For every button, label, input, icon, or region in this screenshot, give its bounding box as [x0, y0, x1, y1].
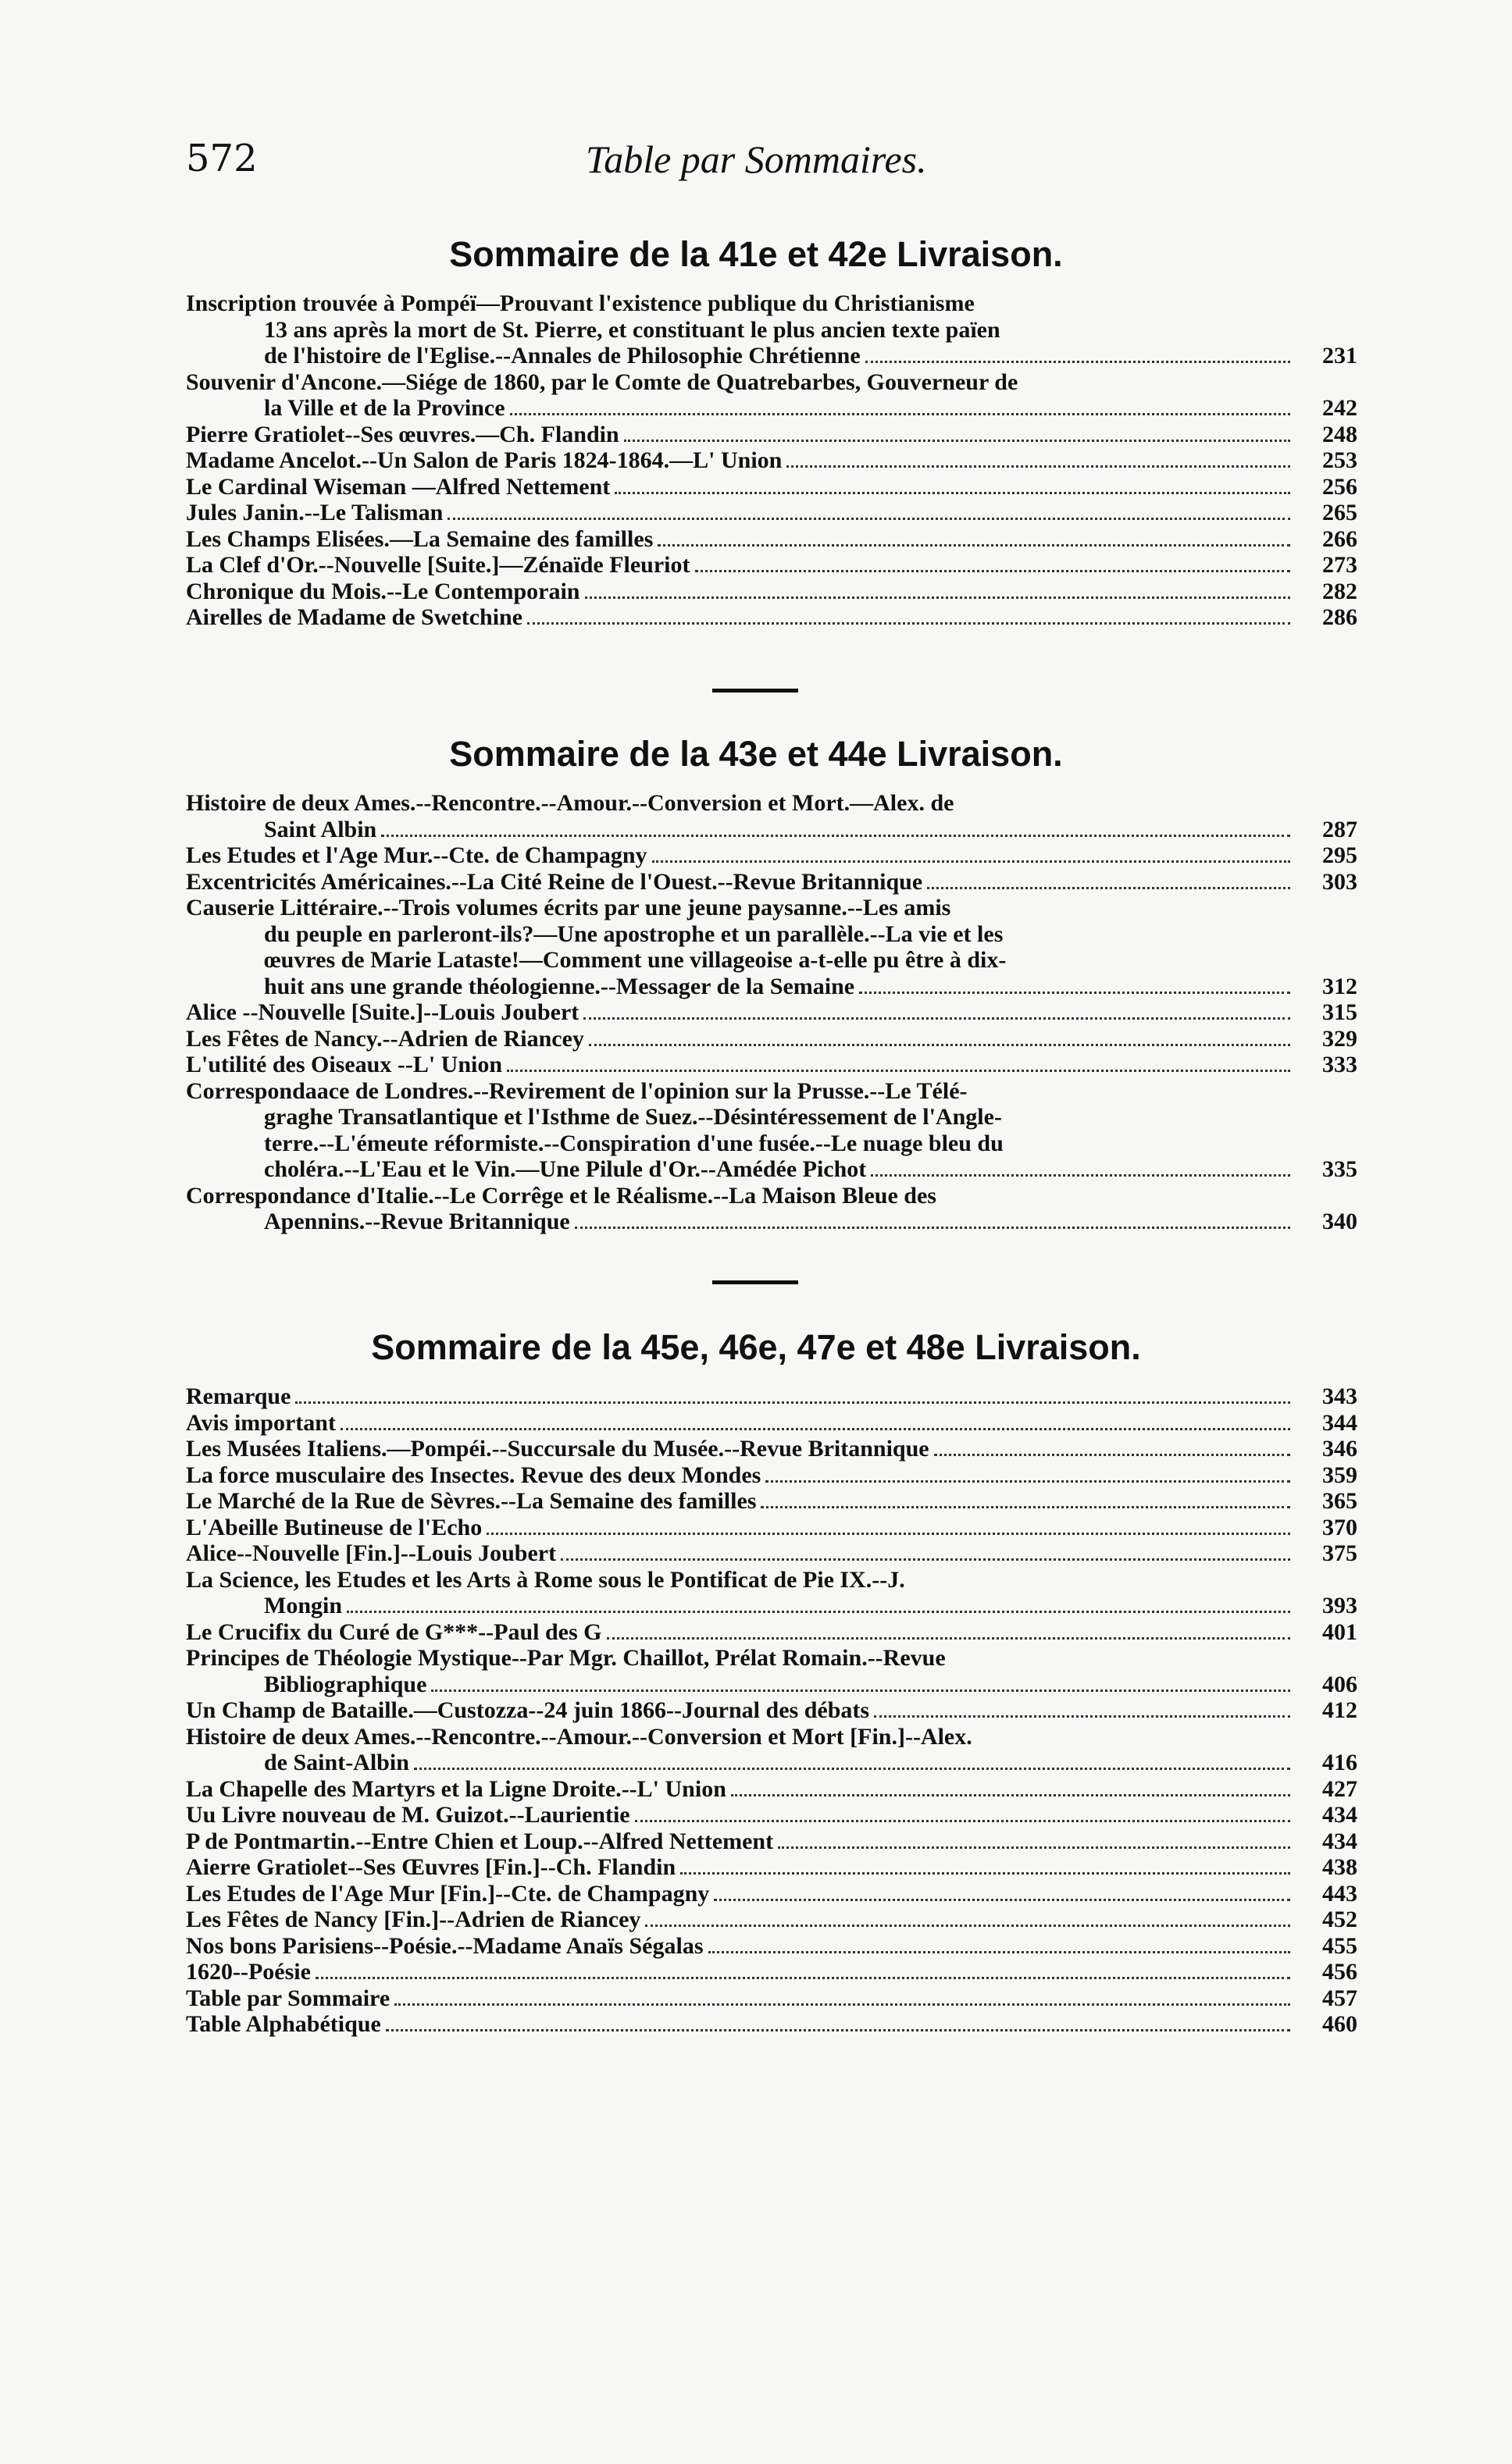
section-43-44-entries — [186, 790, 1357, 1235]
page-reference: 344 — [1322, 1409, 1357, 1436]
entry-line: Causerie Littéraire.--Trois volumes écrits par une jeune paysanne.--Les amis — [186, 895, 951, 920]
page-reference: 443 — [1322, 1880, 1357, 1907]
entry-line: graghe Transatlantique et l'Isthme de Suez.--Désintéressement de l'Angle- — [264, 1104, 1002, 1130]
page-reference: 412 — [1322, 1697, 1357, 1723]
entry-line: Les Champs Elisées.—La Semaine des familles — [186, 525, 654, 552]
toc-entry — [186, 422, 1357, 448]
toc-entry — [186, 290, 1357, 369]
page-reference: 370 — [1322, 1514, 1357, 1540]
page-reference: 295 — [1322, 842, 1357, 868]
page-reference: 335 — [1322, 1156, 1357, 1182]
dot-leader — [561, 1558, 1290, 1561]
section-41-42 — [0, 234, 1512, 275]
dot-leader — [934, 1454, 1290, 1456]
entry-line: La Clef d'Or.--Nouvelle [Suite.]—Zénaïde Fleuriot — [186, 552, 690, 578]
dot-leader — [381, 835, 1290, 837]
toc-entry — [186, 1052, 1357, 1078]
entry-line: Apennins.--Revue Britannique — [264, 1209, 570, 1234]
toc-entry — [186, 2011, 1357, 2038]
page-reference: 273 — [1322, 552, 1357, 578]
entry-line: Uu Livre nouveau de M. Guizot.--Laurientie — [186, 1802, 630, 1828]
dot-leader — [874, 1715, 1290, 1718]
dot-leader — [527, 622, 1290, 625]
toc-entry — [186, 1383, 1357, 1410]
dot-leader — [731, 1794, 1290, 1796]
dot-leader — [658, 544, 1290, 547]
entry-line: Table par Sommaire — [186, 1985, 390, 2011]
page-reference: 401 — [1322, 1618, 1357, 1645]
entry-line: Le Marché de la Rue de Sèvres.--La Semaine des familles — [186, 1488, 757, 1514]
entry-line: huit ans une grande théologienne.--Messager de la Semaine — [264, 973, 855, 999]
toc-entry — [186, 447, 1357, 474]
toc-entry — [186, 1540, 1357, 1567]
dot-leader — [295, 1401, 1290, 1404]
toc-entry — [186, 1645, 1357, 1697]
toc-entry — [186, 1985, 1357, 2012]
toc-entry — [186, 869, 1357, 896]
page-reference: 315 — [1322, 999, 1357, 1025]
dot-leader — [708, 1951, 1291, 1953]
entry-line: 1620--Poésie — [186, 1959, 311, 1985]
toc-entry — [186, 369, 1357, 422]
dot-leader — [645, 1925, 1290, 1927]
page-reference: 460 — [1322, 2011, 1357, 2037]
toc-entry — [186, 1436, 1357, 1462]
page-reference: 265 — [1322, 500, 1357, 525]
dot-leader — [414, 1768, 1290, 1770]
page-reference: 406 — [1322, 1671, 1357, 1697]
toc-entry — [186, 999, 1357, 1026]
dot-leader — [695, 570, 1291, 572]
entry-line: choléra.--L'Eau et le Vin.—Une Pilule d'Or.--Amédée Pichot — [264, 1156, 867, 1182]
section-43-44 — [0, 734, 1512, 774]
entry-line: L'utilité des Oiseaux --L' Union — [186, 1052, 503, 1077]
toc-entry — [186, 1933, 1357, 1960]
entry-line: Madame Ancelot.--Un Salon de Paris 1824-1864.—L' Union — [186, 447, 783, 473]
dot-leader — [386, 2029, 1290, 2031]
toc-entry — [186, 552, 1357, 579]
section-title: Sommaire de la 43e et 44e Livraison. — [449, 734, 1063, 774]
page-reference: 343 — [1322, 1383, 1357, 1409]
page-reference: 359 — [1322, 1462, 1357, 1488]
entry-line: Les Etudes de l'Age Mur [Fin.]--Cte. de Champagny — [186, 1880, 710, 1907]
entry-line: 13 ans après la mort de St. Pierre, et constituant le plus ancien texte païen — [264, 316, 1000, 343]
entry-line: Le Crucifix du Curé de G***--Paul des G — [186, 1618, 602, 1645]
entry-line: Alice --Nouvelle [Suite.]--Louis Joubert — [186, 999, 579, 1025]
page-reference: 438 — [1322, 1854, 1357, 1880]
toc-entry — [186, 579, 1357, 605]
dot-leader — [431, 1690, 1290, 1692]
toc-entry — [186, 1078, 1357, 1183]
toc-entry — [186, 1697, 1357, 1724]
entry-line: Avis important — [186, 1409, 336, 1436]
entry-line: Alice--Nouvelle [Fin.]--Louis Joubert — [186, 1540, 557, 1566]
toc-entry — [186, 1881, 1357, 1907]
dot-leader — [652, 860, 1290, 863]
entry-line: Bibliographique — [264, 1671, 427, 1697]
entry-line: La Chapelle des Martyrs et la Ligne Droite.--L' Union — [186, 1775, 726, 1802]
dot-leader — [865, 361, 1290, 363]
dot-leader — [607, 1637, 1291, 1640]
dot-leader — [487, 1533, 1290, 1535]
toc-entry — [186, 1183, 1357, 1235]
entry-line: Saint Albin — [264, 816, 377, 842]
dot-leader — [585, 596, 1291, 599]
dot-leader — [615, 492, 1290, 494]
entry-line: Les Fêtes de Nancy [Fin.]--Adrien de Riancey — [186, 1907, 641, 1932]
dot-leader — [624, 440, 1290, 442]
page-reference: 333 — [1322, 1052, 1357, 1077]
entry-line: œuvres de Marie Lataste!—Comment une villageoise a-t-elle pu être à dix- — [264, 947, 1007, 973]
section-45-48-entries — [186, 1383, 1357, 2038]
section-41-42-entries — [186, 290, 1357, 631]
toc-entry — [186, 526, 1357, 553]
toc-entry — [186, 1854, 1357, 1881]
toc-entry — [186, 1515, 1357, 1541]
entry-line: du peuple en parleront-ils?—Une apostrophe et un parallèle.--La vie et les — [264, 920, 1004, 947]
entry-line: Les Etudes et l'Age Mur.--Cte. de Champagny — [186, 842, 647, 868]
entry-line: Pierre Gratiolet--Ses œuvres.—Ch. Flandin — [186, 421, 619, 447]
toc-entry — [186, 1724, 1357, 1776]
entry-line: Les Musées Italiens.—Pompéi.--Succursale du Musée.--Revue Britannique — [186, 1436, 929, 1462]
toc-entry — [186, 1776, 1357, 1803]
page-reference: 329 — [1322, 1025, 1357, 1052]
entry-line: Le Cardinal Wiseman —Alfred Nettement — [186, 473, 611, 500]
dot-leader — [575, 1227, 1290, 1229]
page-reference: 365 — [1322, 1488, 1357, 1514]
section-title: Sommaire de la 41e et 42e Livraison. — [449, 234, 1063, 274]
entry-line: Les Fêtes de Nancy.--Adrien de Riancey — [186, 1025, 584, 1052]
dot-leader — [761, 1506, 1290, 1508]
entry-line: Chronique du Mois.--Le Contemporain — [186, 578, 580, 604]
toc-entry — [186, 1959, 1357, 1985]
page-reference: 393 — [1322, 1593, 1357, 1618]
page-reference: 256 — [1322, 473, 1357, 500]
page-reference: 427 — [1322, 1775, 1357, 1802]
dot-leader — [680, 1872, 1290, 1875]
toc-entry — [186, 1567, 1357, 1619]
page-reference: 253 — [1322, 447, 1357, 473]
dot-leader — [927, 887, 1290, 889]
entry-line: La Science, les Etudes et les Arts à Rome sous le Pontificat de Pie IX.--J. — [186, 1566, 905, 1593]
page-reference: 340 — [1322, 1209, 1357, 1234]
dot-leader — [341, 1428, 1290, 1430]
toc-entry — [186, 1462, 1357, 1489]
entry-line: Remarque — [186, 1383, 291, 1409]
page-reference: 455 — [1322, 1932, 1357, 1959]
entry-line: de Saint-Albin — [264, 1750, 409, 1775]
entry-line: Histoire de deux Ames.--Rencontre.--Amour.--Conversion et Mort.—Alex. de — [186, 790, 954, 816]
page-reference: 456 — [1322, 1959, 1357, 1985]
dot-leader — [765, 1480, 1290, 1483]
toc-entry — [186, 895, 1357, 999]
dot-leader — [510, 413, 1290, 415]
toc-entry — [186, 604, 1357, 631]
page-reference: 434 — [1322, 1828, 1357, 1854]
dot-leader — [786, 465, 1290, 468]
page-reference: 416 — [1322, 1750, 1357, 1775]
dot-leader — [635, 1820, 1290, 1822]
toc-entry — [186, 500, 1357, 526]
dot-leader — [507, 1070, 1290, 1072]
dot-leader — [394, 2003, 1290, 2006]
dot-leader — [859, 992, 1290, 994]
page-reference: 242 — [1322, 395, 1357, 421]
section-divider — [712, 1280, 798, 1284]
entry-line: de l'histoire de l'Eglise.--Annales de Philosophie Chrétienne — [264, 343, 861, 369]
dot-leader — [871, 1174, 1290, 1177]
dot-leader — [589, 1044, 1290, 1046]
page-reference: 287 — [1322, 816, 1357, 842]
entry-line: Mongin — [264, 1593, 343, 1618]
entry-line: P de Pontmartin.--Entre Chien et Loup.--Alfred Nettement — [186, 1828, 774, 1854]
section-divider — [712, 689, 798, 693]
page-reference: 266 — [1322, 525, 1357, 552]
page-reference: 452 — [1322, 1907, 1357, 1932]
page-reference: 312 — [1322, 973, 1357, 999]
entry-line: Souvenir d'Ancone.—Siége de 1860, par le Comte de Quatrebarbes, Gouverneur de — [186, 369, 1018, 395]
page-reference: 457 — [1322, 1985, 1357, 2011]
page-reference: 434 — [1322, 1802, 1357, 1828]
toc-entry — [186, 1828, 1357, 1855]
entry-line: Un Champ de Bataille.—Custozza--24 juin 1866--Journal des débats — [186, 1697, 870, 1723]
page-header — [0, 137, 1512, 199]
entry-line: Correspondance d'Italie.--Le Corrêge et le Réalisme.--La Maison Bleue des — [186, 1182, 936, 1209]
entry-line: Aierre Gratiolet--Ses Œuvres [Fin.]--Ch. Flandin — [186, 1854, 676, 1880]
dot-leader — [583, 1017, 1290, 1020]
dot-leader — [316, 1977, 1290, 1979]
toc-entry — [186, 1907, 1357, 1933]
entry-line: la Ville et de la Province — [264, 395, 505, 421]
page-reference: 286 — [1322, 604, 1357, 630]
entry-line: Table Alphabétique — [186, 2011, 381, 2037]
entry-line: Jules Janin.--Le Talisman — [186, 500, 444, 525]
running-title: Table par Sommaires. — [586, 137, 927, 181]
toc-entry — [186, 474, 1357, 500]
entry-line: L'Abeille Butineuse de l'Echo — [186, 1514, 483, 1540]
page-reference: 248 — [1322, 421, 1357, 447]
page-reference: 231 — [1322, 343, 1357, 369]
entry-line: Excentricités Américaines.--La Cité Reine de l'Ouest.--Revue Britannique — [186, 868, 923, 895]
dot-leader — [714, 1899, 1290, 1901]
entry-line: Airelles de Madame de Swetchine — [186, 604, 523, 630]
page-reference: 375 — [1322, 1540, 1357, 1566]
entry-line: terre.--L'émeute réformiste.--Conspiration d'une fusée.--Le nuage bleu du — [264, 1130, 1004, 1156]
toc-entry — [186, 1619, 1357, 1646]
page-number: 572 — [186, 137, 258, 180]
page-reference: 303 — [1322, 868, 1357, 895]
entry-line: La force musculaire des Insectes. Revue des deux Mondes — [186, 1462, 761, 1488]
page-reference: 346 — [1322, 1436, 1357, 1462]
dot-leader — [778, 1846, 1290, 1849]
toc-entry — [186, 790, 1357, 842]
entry-line: Correspondaace de Londres.--Revirement de l'opinion sur la Prusse.--Le Télé- — [186, 1077, 968, 1104]
toc-entry — [186, 1802, 1357, 1828]
entry-line: Principes de Théologie Mystique--Par Mgr. Chaillot, Prélat Romain.--Revue — [186, 1645, 946, 1671]
dot-leader — [448, 518, 1290, 520]
section-title: Sommaire de la 45e, 46e, 47e et 48e Livraison. — [371, 1327, 1141, 1367]
entry-line: Histoire de deux Ames.--Rencontre.--Amour.--Conversion et Mort [Fin.]--Alex. — [186, 1723, 972, 1750]
toc-entry — [186, 1026, 1357, 1052]
page-reference: 282 — [1322, 578, 1357, 604]
entry-line: Nos bons Parisiens--Poésie.--Madame Anaïs Ségalas — [186, 1932, 704, 1959]
toc-entry — [186, 842, 1357, 869]
dot-leader — [347, 1611, 1290, 1613]
entry-line: Inscription trouvée à Pompéï—Prouvant l'existence publique du Christianisme — [186, 290, 975, 316]
toc-entry — [186, 1410, 1357, 1437]
toc-entry — [186, 1488, 1357, 1515]
section-45-48 — [0, 1327, 1512, 1368]
